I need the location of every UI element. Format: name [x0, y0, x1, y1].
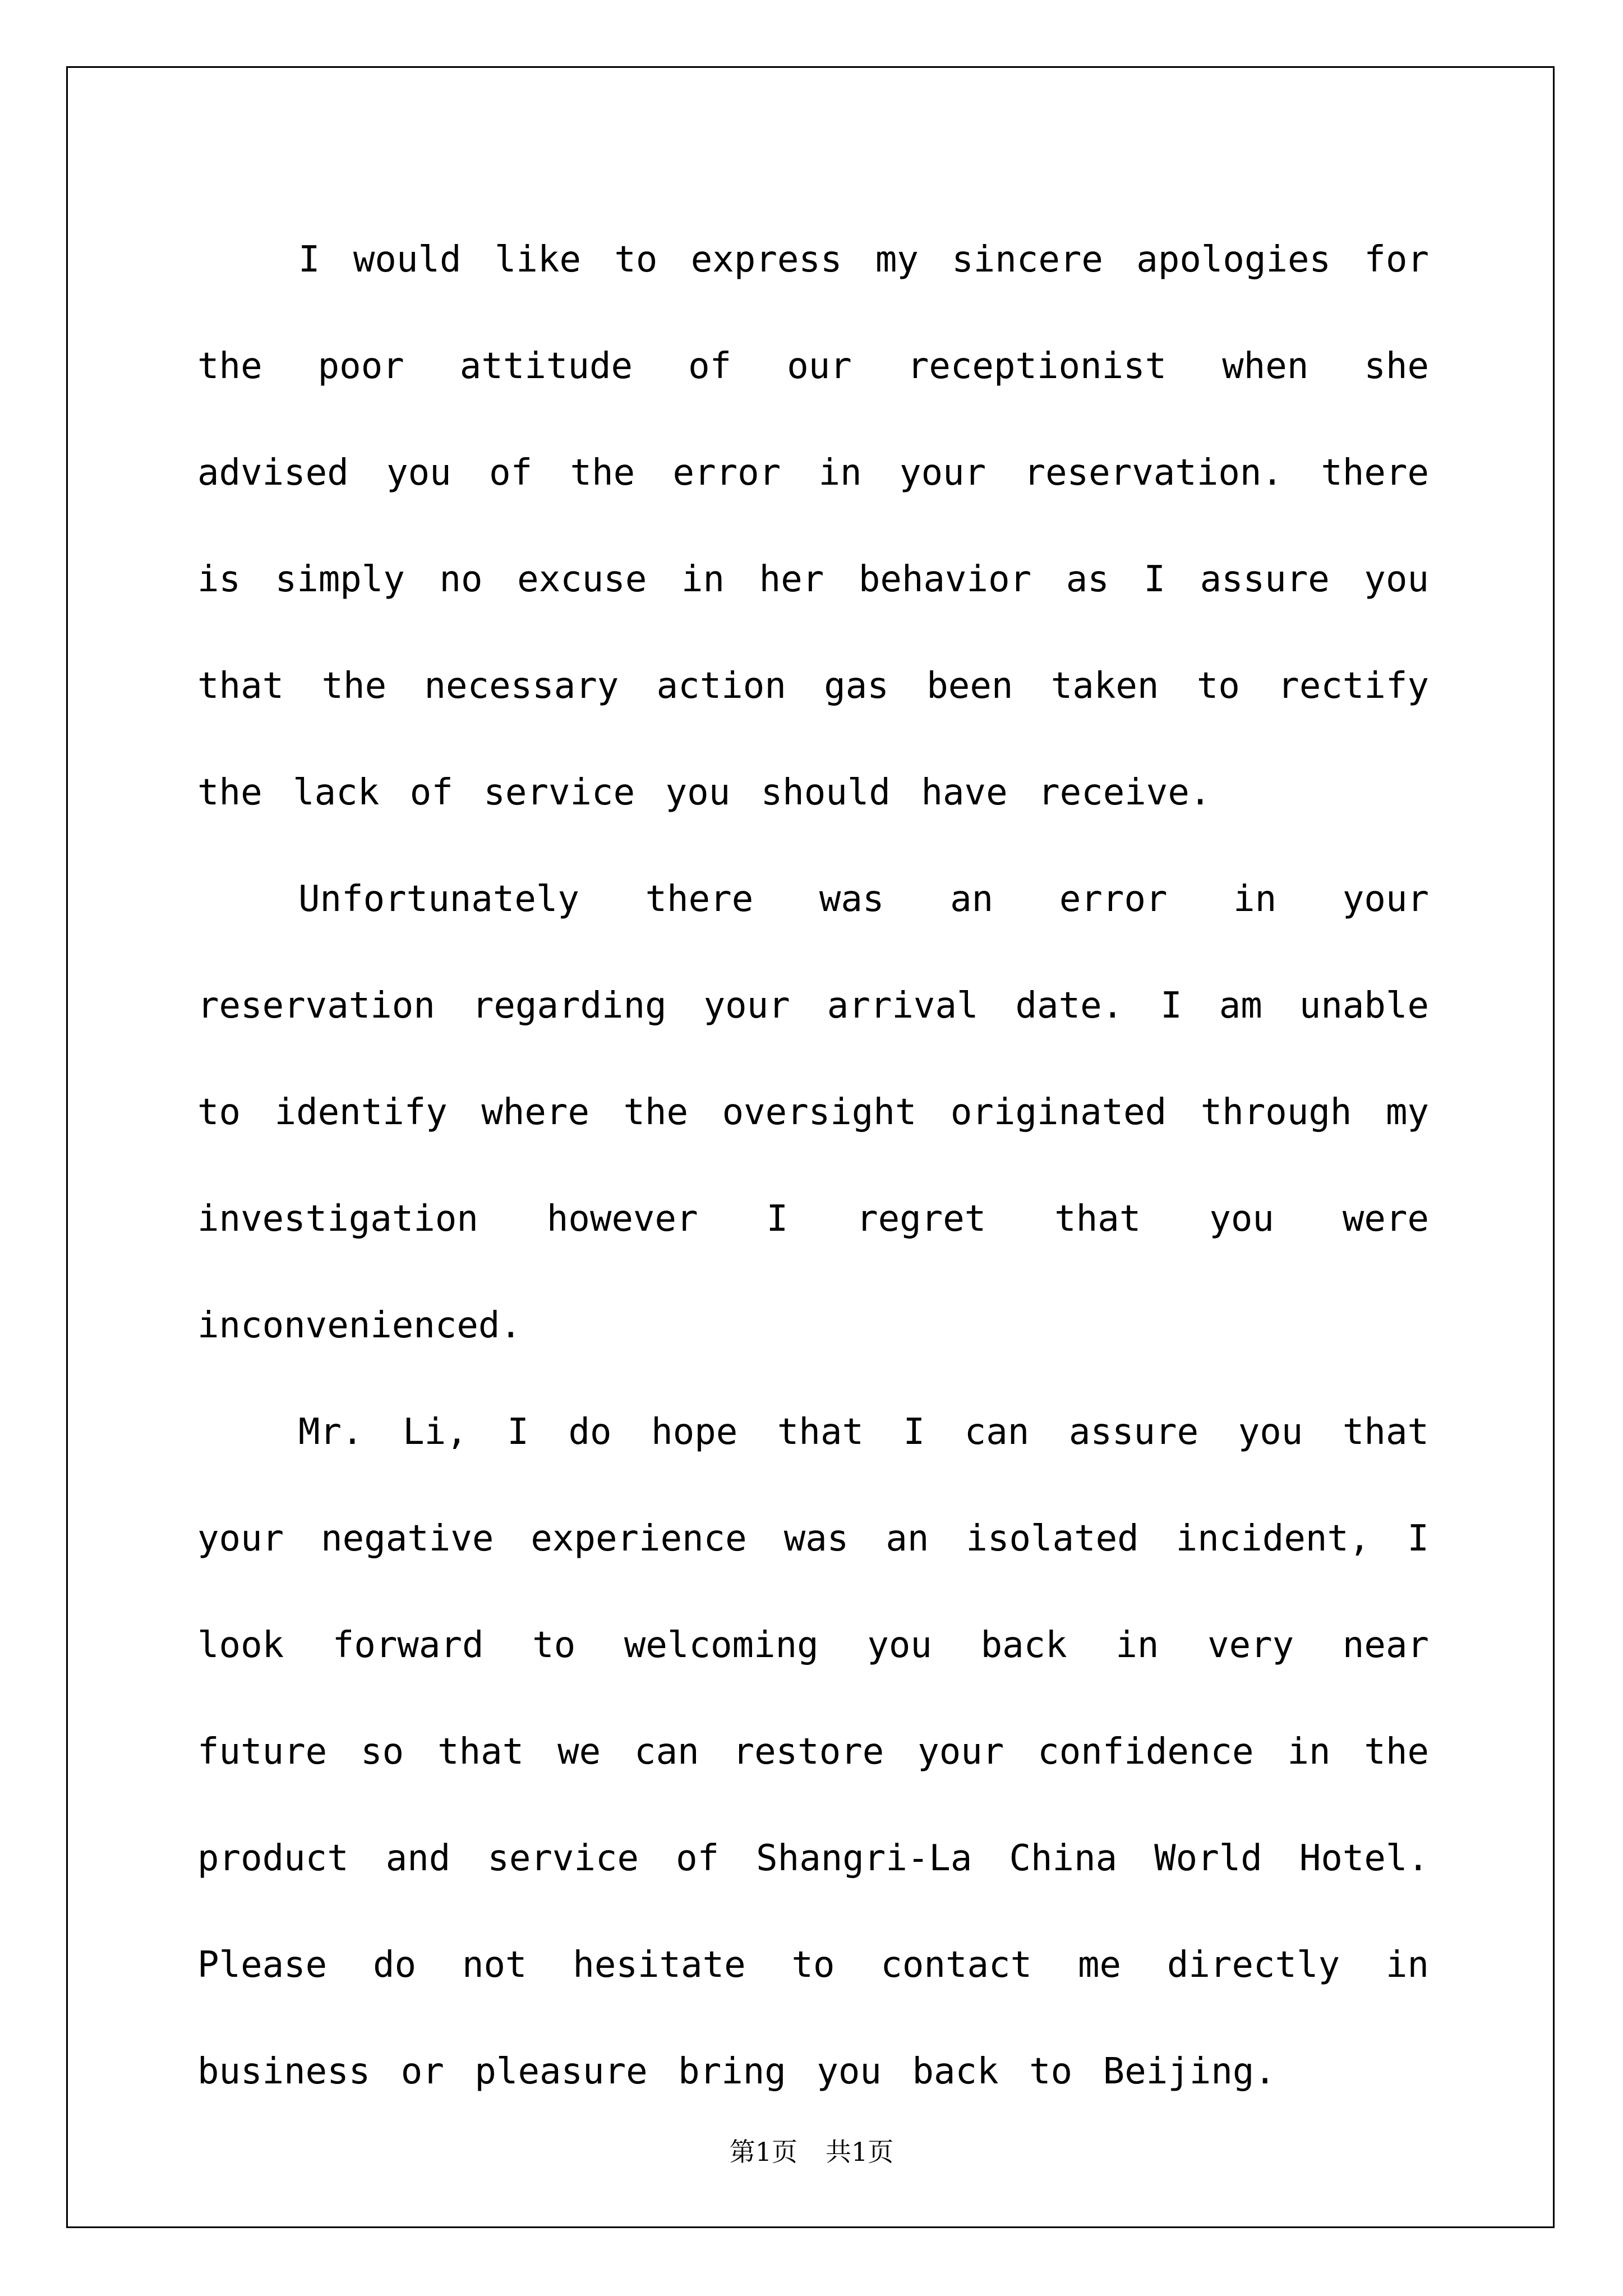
paragraph-apology: I would like to express my sincere apologies for the poor attitude of our receptionist when she advised you of the error in your reservation. there is simply no excuse in her behavior as I assure you that the necessary action gas been taken to rectify the lack of service you should have receive. [197, 239, 1429, 813]
page-total: 共1页 [826, 2137, 894, 2167]
paragraph-closing: Mr. Li, I do hope that I can assure you that your negative experience was an isolated incident, I look forward to welcoming you back in very near future so that we can restore your confidence in the product and service of Shangri-La China World Hotel. Please do not hesitate to contact me directly in business or pleasure bring you back to Beijing. [197, 1411, 1429, 2092]
paragraph-reservation-error: Unfortunately there was an error in your reservation regarding your arrival date. I am unable to identify where the oversight originated through my investigation however I regret that you were inconvenienced. [197, 878, 1429, 1346]
page-number: 第1页 [729, 2137, 797, 2167]
letter-body [197, 206, 1429, 2125]
page-footer [0, 2132, 1623, 2169]
